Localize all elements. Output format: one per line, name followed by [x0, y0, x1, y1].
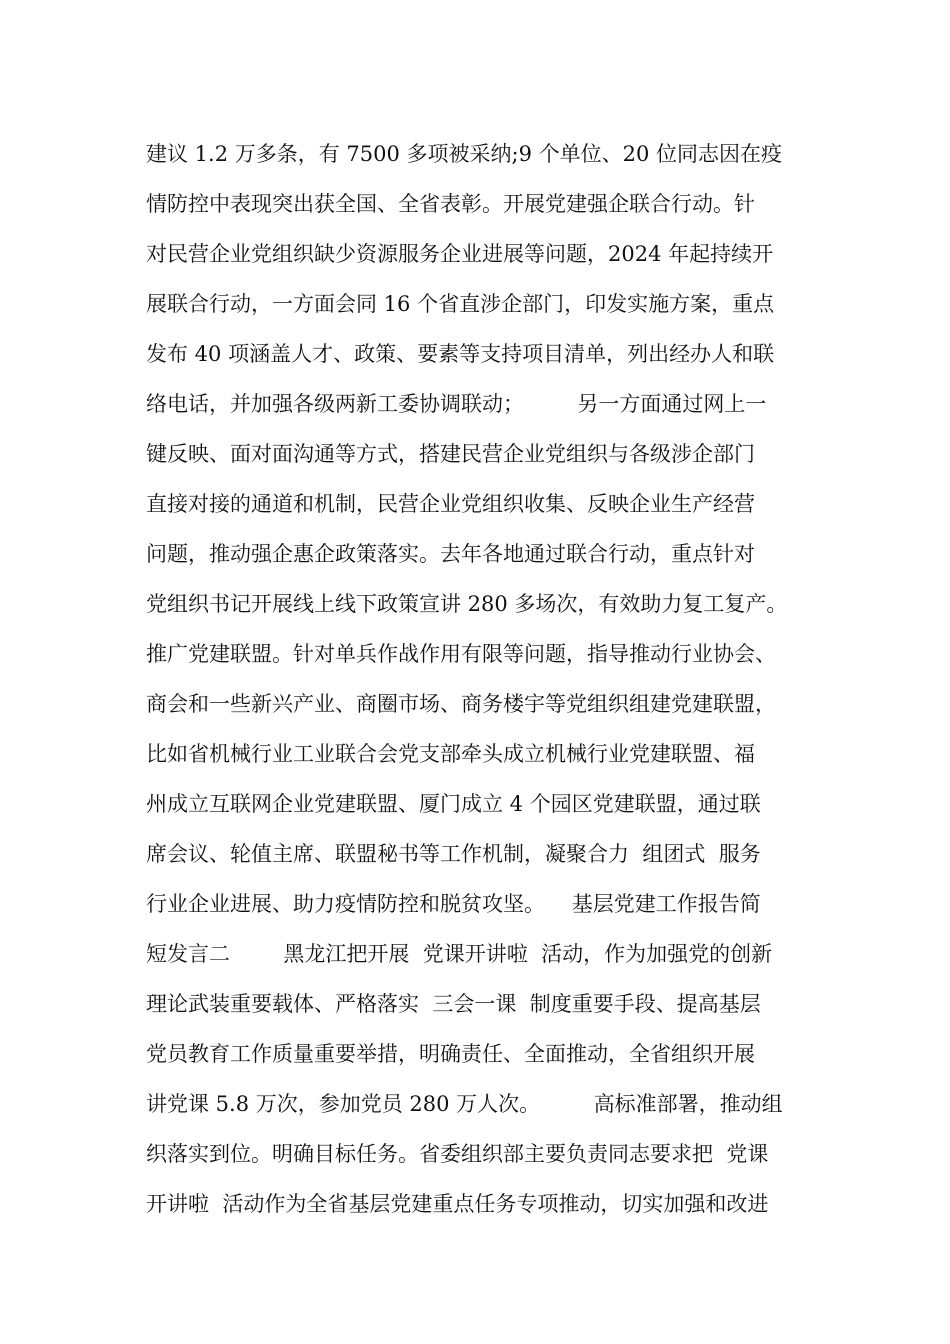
text-line: 短发言二 黑龙江把开展 党课开讲啦 活动，作为加强党的创新: [146, 942, 773, 966]
text-line: 开讲啦 活动作为全省基层党建重点任务专项推动，切实加强和改进: [146, 1192, 769, 1216]
text-line: 党员教育工作质量重要举措，明确责任、全面推动，全省组织开展: [146, 1042, 755, 1066]
text-line: 理论武装重要载体、严格落实 三会一课 制度重要手段、提高基层: [146, 992, 761, 1016]
text-line: 行业企业进展、助力疫情防控和脱贫攻坚。 基层党建工作报告简: [146, 892, 761, 916]
text-line: 对民营企业党组织缺少资源服务企业进展等问题，2024 年起持续开: [146, 242, 774, 266]
text-line: 州成立互联网企业党建联盟、厦门成立 4 个园区党建联盟，通过联: [146, 792, 761, 816]
text-line: 发布 40 项涵盖人才、政策、要素等支持项目清单，列出经办人和联: [146, 342, 775, 366]
text-line: 键反映、面对面沟通等方式，搭建民营企业党组织与各级涉企部门: [146, 442, 755, 466]
text-line: 问题，推动强企惠企政策落实。去年各地通过联合行动，重点针对: [146, 542, 755, 566]
text-line: 络电话，并加强各级两新工委协调联动； 另一方面通过网上一: [146, 392, 767, 416]
text-line: 情防控中表现突出获全国、全省表彰。开展党建强企联合行动。针: [146, 192, 755, 216]
text-line: 织落实到位。明确目标任务。省委组织部主要负责同志要求把 党课: [146, 1142, 769, 1166]
text-line: 推广党建联盟。针对单兵作战作用有限等问题，指导推动行业协会、: [146, 642, 776, 666]
body-text: [146, 129, 836, 1229]
text-line: 讲党课 5.8 万次，参加党员 280 万人次。 高标准部署，推动组: [146, 1092, 783, 1116]
text-line: 建议 1.2 万多条，有 7500 多项被采纳;9 个单位、20 位同志因在疫: [146, 142, 783, 166]
text-line: 比如省机械行业工业联合会党支部牵头成立机械行业党建联盟、福: [146, 742, 755, 766]
text-line: 直接对接的通道和机制，民营企业党组织收集、反映企业生产经营: [146, 492, 755, 516]
text-line: 党组织书记开展线上线下政策宣讲 280 多场次，有效助力复工复产。: [146, 592, 788, 616]
text-line: 展联合行动，一方面会同 16 个省直涉企部门，印发实施方案，重点: [146, 292, 775, 316]
text-line: 商会和一些新兴产业、商圈市场、商务楼宇等党组织组建党建联盟，: [146, 692, 776, 716]
text-line: 席会议、轮值主席、联盟秘书等工作机制，凝聚合力 组团式 服务: [146, 842, 761, 866]
